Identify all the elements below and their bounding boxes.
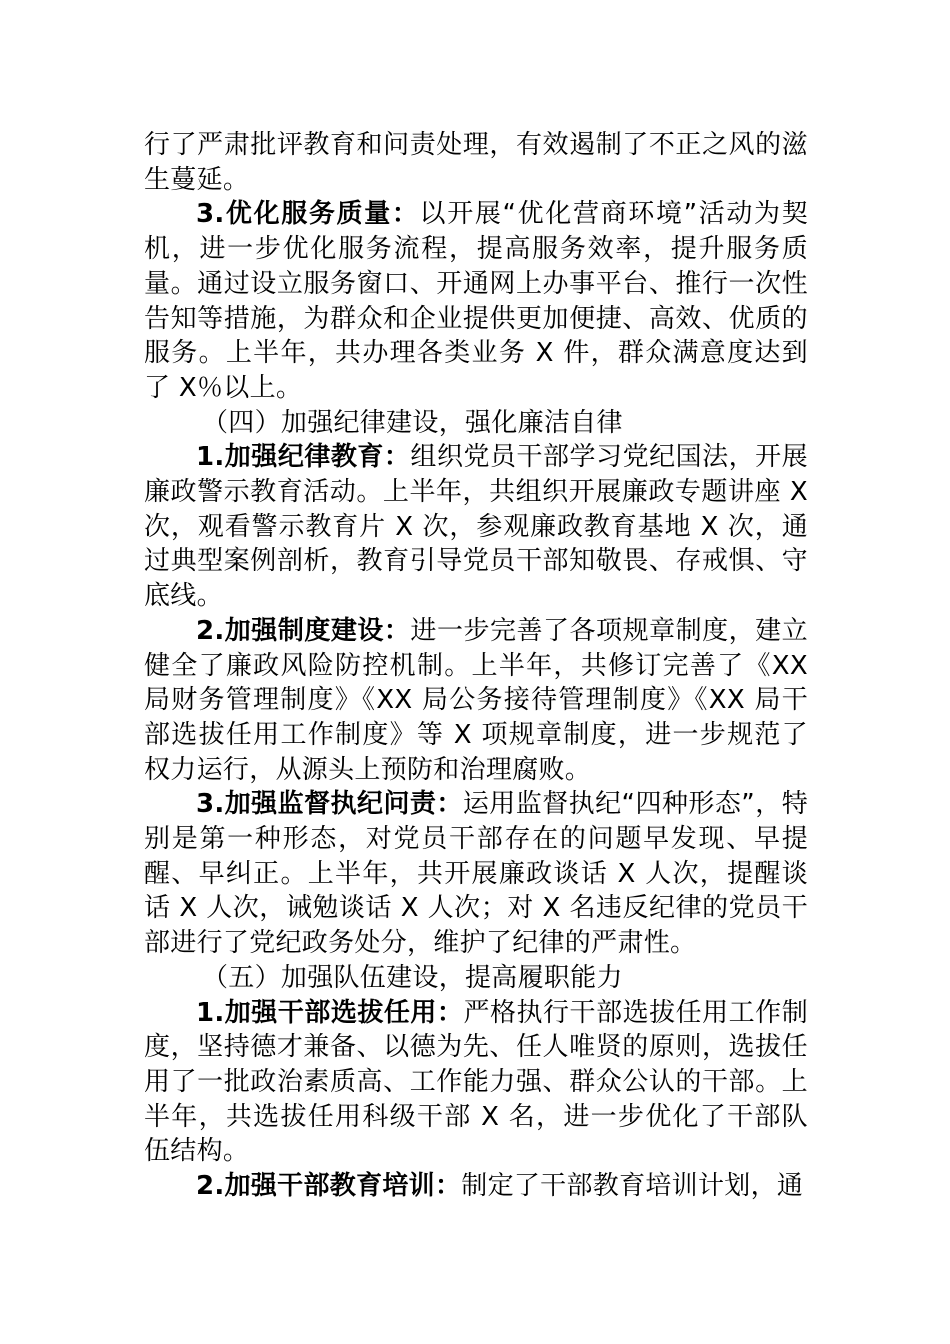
section-heading-team-building — [144, 961, 808, 996]
paragraph-text: 进一步完善了各项规章制度，建立健全了廉政风险防控机制。上半年，共修订完善了《XX 局财务管理制度》《XX 局公务接待管理制度》《XX 局干部选拔任用工作制度》等 X 项规章制度，进一步规范了权力运行，从源头上预防和治理腐败。 — [144, 615, 808, 785]
paragraph-discipline-education — [144, 440, 808, 614]
paragraph-cadre-training — [144, 1169, 808, 1204]
paragraph-lead: 2.加强干部教育培训： — [196, 1171, 462, 1202]
paragraph-text: 运用监督执纪“四种形态”，特别是第一种形态，对党员干部存在的问题早发现、早提醒、早纠正。上半年，共开展廉政谈话 X 人次，提醒谈话 X 人次，诫勉谈话 X 人次；对 X 名违反纪律的党员干部进行了党纪政务处分，维护了纪律的严肃性。 — [144, 789, 808, 959]
paragraph-cadre-selection — [144, 996, 808, 1170]
paragraph-text: 行了严肃批评教育和问责处理，有效遏制了不正之风的滋生蔓延。 — [144, 130, 808, 195]
paragraph-continuation — [144, 128, 808, 197]
paragraph-system-building — [144, 614, 808, 788]
paragraph-supervision-accountability — [144, 787, 808, 961]
heading-text: （五）加强队伍建设，提高履职能力 — [202, 962, 623, 993]
paragraph-lead: 1.加强纪律教育： — [196, 442, 411, 473]
paragraph-lead: 2.加强制度建设： — [196, 615, 411, 646]
paragraph-lead: 1.加强干部选拔任用： — [196, 997, 464, 1028]
paragraph-optimize-service — [144, 197, 808, 405]
paragraph-text: 组织党员干部学习党纪国法，开展廉政警示教育活动。上半年，共组织开展廉政专题讲座 X 次，观看警示教育片 X 次，参观廉政教育基地 X 次，通过典型案例剖析，教育引导党员干部知敬畏、存戒惧、守底线。 — [144, 442, 808, 612]
paragraph-lead: 3.加强监督执纪问责： — [196, 789, 463, 820]
paragraph-text: 严格执行干部选拔任用工作制度，坚持德才兼备、以德为先、任人唯贤的原则，选拔任用了一批政治素质高、工作能力强、群众公认的干部。上半年，共选拔任用科级干部 X 名，进一步优化了干部队伍结构。 — [144, 997, 808, 1167]
document-page — [144, 128, 808, 1204]
heading-text: （四）加强纪律建设，强化廉洁自律 — [202, 407, 623, 438]
section-heading-discipline — [144, 406, 808, 441]
paragraph-lead: 3.优化服务质量： — [196, 199, 420, 230]
paragraph-text: 制定了干部教育培训计划，通 — [461, 1171, 804, 1202]
paragraph-text: 以开展“优化营商环境”活动为契机，进一步优化服务流程，提高服务效率，提升服务质量。通过设立服务窗口、开通网上办事平台、推行一次性告知等措施，为群众和企业提供更加便捷、高效、优质的服务。上半年，共办理各类业务 X 件，群众满意度达到了 X％以上。 — [144, 199, 808, 403]
